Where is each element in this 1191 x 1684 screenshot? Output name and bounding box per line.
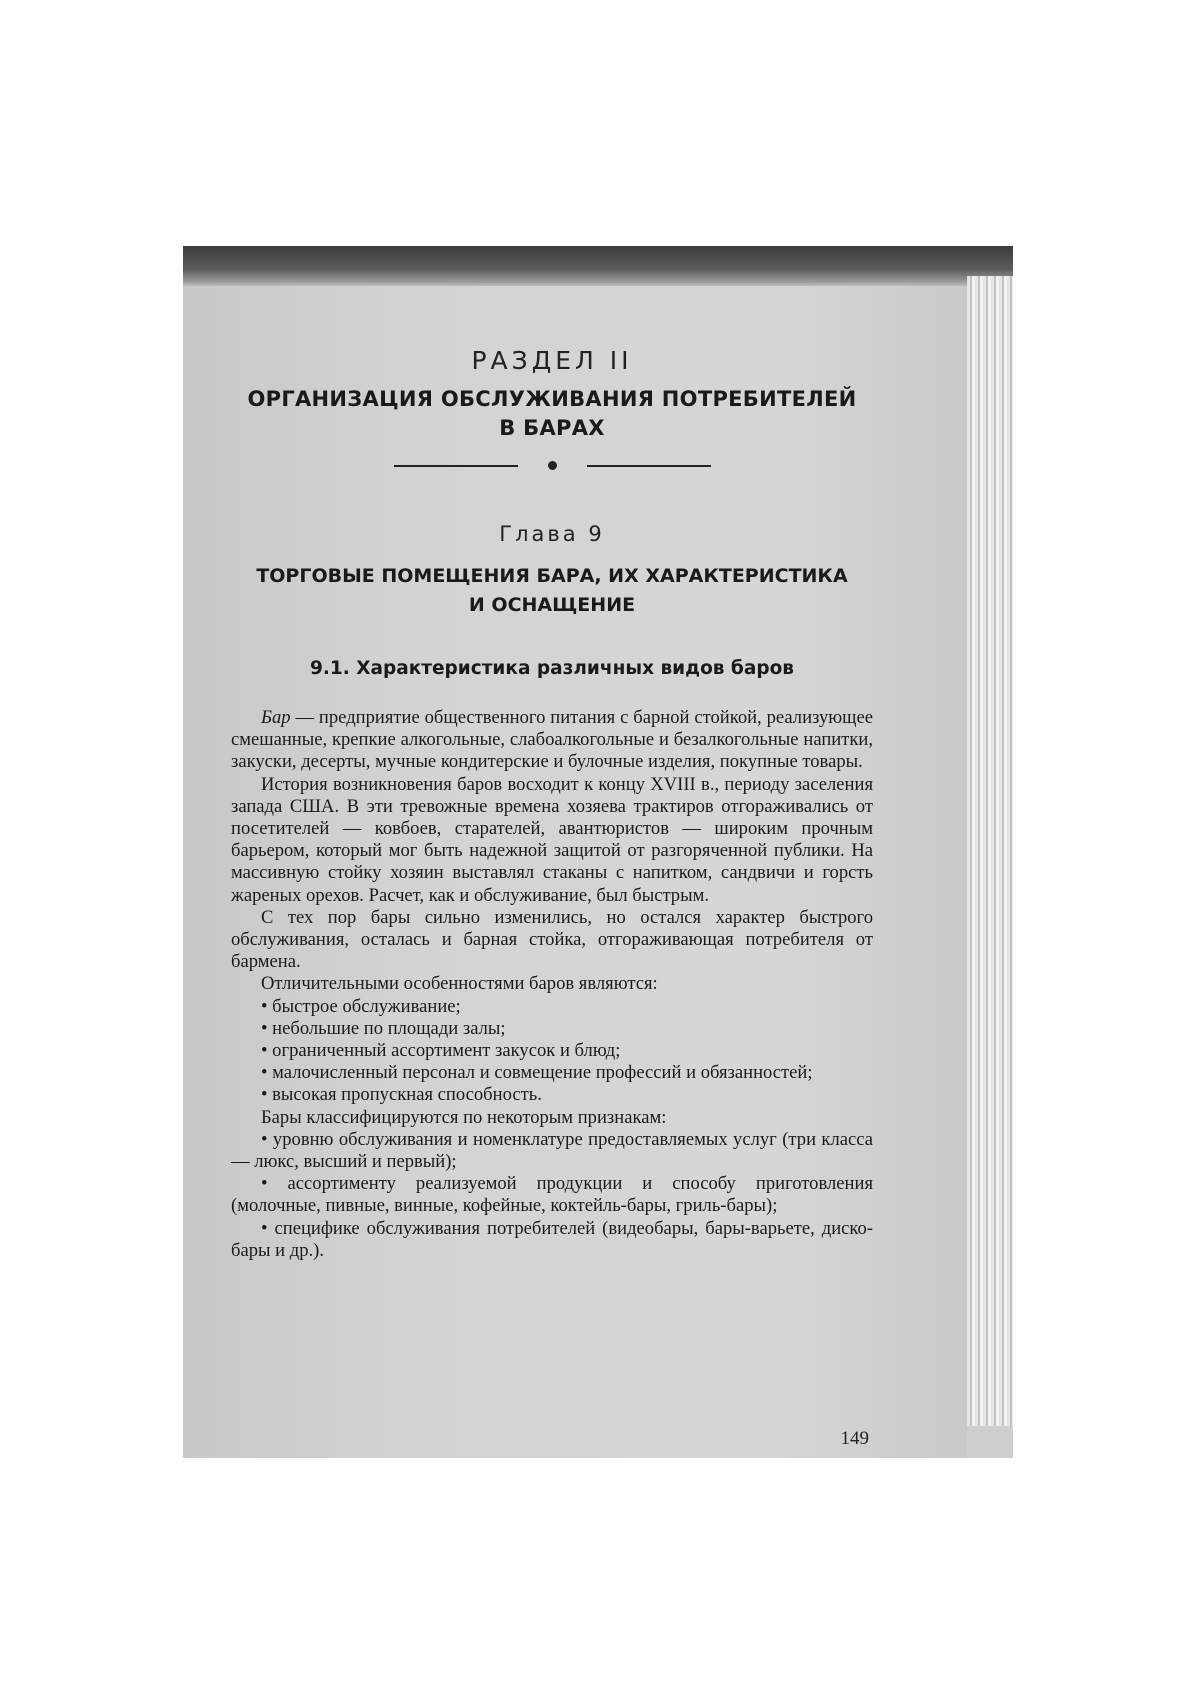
list-item: • быстрое обслуживание;: [261, 995, 461, 1017]
definition-text: — предприятие общественного питания с барной стойкой, реализующее смешанные, крепкие алкогольные, слабоалкогольные и безалкогольные напитки, закуски, десерты, мучные кондитерские и булочные изделия, покупные товары.: [231, 707, 873, 773]
page-edges: [967, 276, 1013, 1426]
paragraph-classification-intro: Бары классифицируются по некоторым признакам:: [261, 1106, 667, 1128]
chapter-label: Глава 9: [499, 522, 605, 546]
list-item: • специфике обслуживания потребителей (видеобары, бары-варьете, диско-бары и др.).: [231, 1217, 873, 1261]
section-label: РАЗДЕЛ II: [471, 346, 633, 375]
ornament-line-left: [394, 465, 518, 467]
body-text: [231, 707, 873, 1262]
binding-shadow: [183, 246, 1013, 288]
page-content: [231, 346, 873, 1449]
list-item: • уровню обслуживания и номенклатуре предоставляемых услуг (три класса — люкс, высший и первый);: [231, 1128, 873, 1173]
list-item: • малочисленный персонал и совмещение профессий и обязанностей;: [261, 1062, 813, 1084]
paragraph-definition: [231, 707, 873, 774]
defined-term: Бар: [261, 707, 291, 728]
section-title-line-1: ОРГАНИЗАЦИЯ ОБСЛУЖИВАНИЯ ПОТРЕБИТЕЛЕЙ: [247, 387, 857, 411]
chapter-title-line-2: И ОСНАЩЕНИЕ: [468, 594, 636, 616]
paragraph-features-intro: Отличительными особенностями баров являются:: [261, 973, 658, 995]
list-item: • ассортименту реализуемой продукции и способу приготовления (молочные, пивные, винные, кофейные, коктейль-бары, гриль-бары);: [231, 1173, 873, 1217]
chapter-title-line-1: ТОРГОВЫЕ ПОМЕЩЕНИЯ БАРА, ИХ ХАРАКТЕРИСТИКА: [256, 565, 848, 587]
chapter-title: [231, 562, 873, 620]
page-number: 149: [840, 1428, 869, 1449]
section-title: [231, 385, 873, 443]
subsection-title: 9.1. Характеристика различных видов баров: [310, 658, 794, 679]
section-title-line-2: В БАРАХ: [499, 416, 605, 440]
list-item: • высокая пропускная способность.: [261, 1084, 542, 1106]
paragraph-changes: С тех пор бары сильно изменились, но остался характер быстрого обслуживания, осталась и барная стойка, отгораживающая потребителя от бармена.: [231, 906, 873, 973]
list-item: • небольшие по площади залы;: [261, 1017, 506, 1039]
section-ornament: [231, 461, 873, 470]
ornament-line-right: [587, 465, 711, 467]
scanned-book-spread: [183, 246, 1013, 1458]
ornament-dot: [548, 461, 557, 470]
list-item: • ограниченный ассортимент закусок и блюд;: [261, 1040, 621, 1062]
paragraph-history: История возникновения баров восходит к концу XVIII в., периоду заселения запада США. В эти тревожные времена хозяева трактиров отгораживались от посетителей — ковбоев, старателей, авантюристов — широким прочным барьером, который мог быть надежной защитой от разгоряченной публики. На массивную стойку хозяин выставлял стаканы с напитком, сандвичи и горсть жареных орехов. Расчет, как и обслуживание, был быстрым.: [231, 773, 873, 906]
book-page: [183, 286, 967, 1458]
